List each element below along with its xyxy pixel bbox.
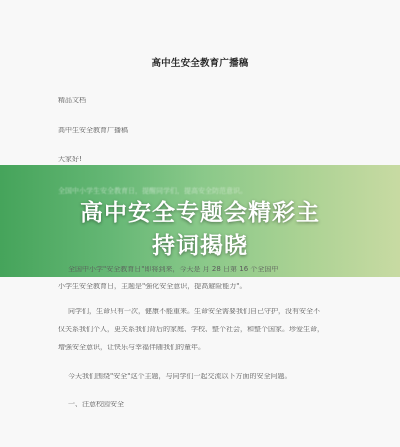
document-line: 高中生安全教育广播稿 <box>58 127 128 134</box>
document-line: 精品文档 <box>58 97 86 104</box>
document-line: 全国中小学"安全教育日"即将到来，今天是 月 28 日第 16 个全国中 <box>68 266 279 273</box>
banner-title-line-2: 持词揭晓 <box>152 233 248 259</box>
document-line: 增强安全意识，让快乐与幸福伴随我们的童年。 <box>58 344 205 351</box>
document-line: 今天我们围绕"安全"这个主题，与同学们一起交流以下方面的安全问题。 <box>68 373 292 380</box>
document-line: 仅关系我们个人，更关系我们背后的家庭、学校、整个社会，和整个国家。珍爱生命， <box>58 326 324 333</box>
banner-title-line-1: 高中安全专题会精彩主 <box>80 200 320 226</box>
document-line-obscured: 全国中小学生安全教育日，提醒同学们，提高安全防范意识。 <box>58 187 247 195</box>
document-line: 大家好! <box>58 156 82 163</box>
section-heading: 一、注意校园安全 <box>68 401 124 408</box>
document-title: 高中生安全教育广播稿 <box>151 58 249 69</box>
document-line: 同学们，生命只有一次，健康不能重来。生命安全需要我们自己守护，没有安全不 <box>68 308 320 315</box>
document-line: 小学生安全教育日，主题是"强化安全意识，提高避险能力"。 <box>58 283 247 290</box>
